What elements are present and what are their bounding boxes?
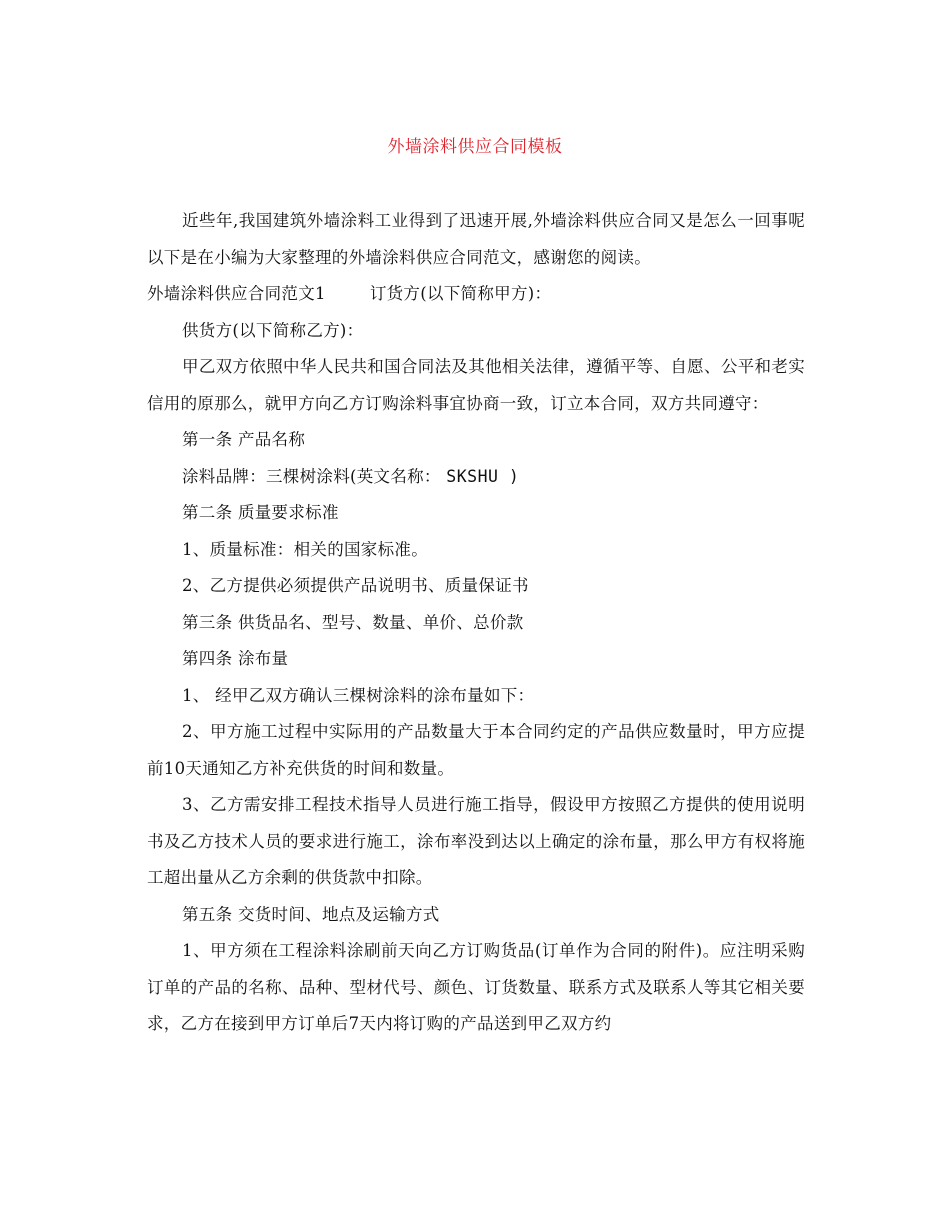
article4-item2: 2、甲方施工过程中实际用的产品数量大于本合同约定的产品供应数量时，甲方应提前10天通知乙方补充供货的时间和数量。	[147, 722, 805, 778]
article4-item1: 1、 经甲乙双方确认三棵树涂料的涂布量如下：	[182, 685, 535, 705]
intro-paragraph: 近些年,我国建筑外墙涂料工业得到了迅速开展,外墙涂料供应合同又是怎么一回事呢以下是在小编为大家整理的外墙涂料供应合同范文，感谢您的阅读。	[147, 211, 805, 267]
buyer-line: 订货方(以下简称甲方)：	[369, 284, 552, 303]
article3-title: 第三条 供货品名、型号、数量、单价、总价款	[182, 612, 524, 632]
article5-item1: 1、甲方须在工程涂料涂刷前天向乙方订购货品(订单作为合同的附件)。应注明采购订单的产品的名称、品种、型材代号、颜色、订货数量、联系方式及联系人等其它相关要求，乙方在接到甲方订单后7天内将订购的产品送到甲乙双方约	[147, 941, 805, 1033]
document-body	[147, 203, 805, 1043]
preamble-paragraph: 甲乙双方依照中华人民共和国合同法及其他相关法律，遵循平等、自愿、公平和老实信用的原那么，就甲方向乙方订购涂料事宜协商一致，订立本合同，双方共同遵守：	[147, 357, 805, 413]
sample-heading-line	[147, 276, 805, 313]
article1-brand-prefix: 涂料品牌：三棵树涂料(英文名称：	[182, 466, 441, 486]
article1-brand-en: SKSHU )	[446, 466, 520, 486]
article1-title: 第一条 产品名称	[182, 430, 306, 449]
article2-item2: 2、乙方提供必须提供产品说明书、质量保证书	[182, 576, 529, 595]
article4-title: 第四条 涂布量	[182, 649, 289, 668]
article4-item3: 3、乙方需安排工程技术指导人员进行施工指导，假设甲方按照乙方提供的使用说明书及乙方技术人员的要求进行施工，涂布率没到达以上确定的涂布量，那么甲方有权将施工超出量从乙方余剩的供货款中扣除。	[147, 795, 805, 887]
article2-item1: 1、质量标准：相关的国家标准。	[182, 539, 428, 559]
article5-title: 第五条 交货时间、地点及运输方式	[182, 904, 440, 924]
sample-heading: 外墙涂料供应合同范文1	[147, 284, 326, 303]
supplier-line: 供货方(以下简称乙方)：	[182, 320, 364, 340]
document-title: 外墙涂料供应合同模板	[387, 137, 563, 157]
article1-brand-line	[147, 459, 805, 496]
article2-title: 第二条 质量要求标准	[182, 503, 339, 522]
